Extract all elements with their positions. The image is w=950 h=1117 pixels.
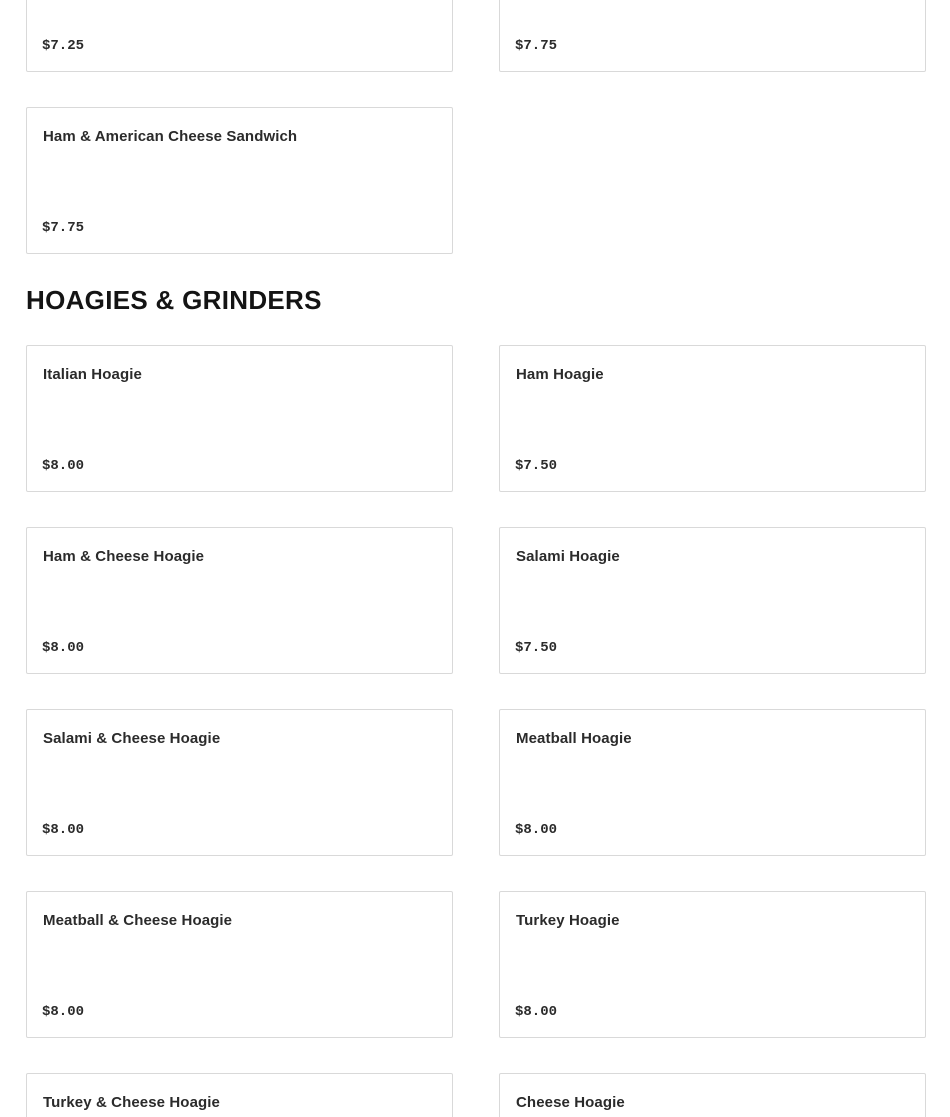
menu-item-price: $7.75 xyxy=(42,220,85,236)
menu-item-price: $8.00 xyxy=(42,822,85,838)
section-title-hoagies: HOAGIES & GRINDERS xyxy=(26,285,322,315)
menu-item-name: Ham Hoagie xyxy=(516,366,604,383)
menu-item-card[interactable] xyxy=(499,709,926,856)
menu-item-name: Ham & American Cheese Sandwich xyxy=(43,128,298,145)
menu-item-price: $7.50 xyxy=(515,458,558,474)
menu-item-name: Turkey Hoagie xyxy=(516,912,620,929)
menu-item-name: Cheese Hoagie xyxy=(516,1094,625,1111)
menu-item-card[interactable] xyxy=(499,891,926,1038)
menu-item-price: $8.00 xyxy=(515,1004,558,1020)
menu-item-card[interactable] xyxy=(26,107,453,254)
menu-item-card[interactable] xyxy=(26,891,453,1038)
menu-item-card[interactable] xyxy=(499,345,926,492)
menu-item-card[interactable] xyxy=(26,527,453,674)
menu-item-card[interactable] xyxy=(499,527,926,674)
menu-item-name: Meatball & Cheese Hoagie xyxy=(43,912,233,929)
menu-item-price: $7.50 xyxy=(515,640,558,656)
menu-item-price: $7.75 xyxy=(515,38,558,54)
menu-item-name: Turkey & Cheese Hoagie xyxy=(43,1094,220,1111)
menu-item-price: $8.00 xyxy=(42,640,85,656)
menu-item-card[interactable] xyxy=(26,709,453,856)
menu-item-price: $7.25 xyxy=(42,38,85,54)
menu-item-name: Italian Hoagie xyxy=(43,366,142,383)
menu-item-name: Salami & Cheese Hoagie xyxy=(43,730,221,747)
menu-item-card[interactable] xyxy=(499,1073,926,1117)
menu-item-price: $8.00 xyxy=(42,1004,85,1020)
menu-item-card[interactable] xyxy=(26,0,453,72)
menu-item-card[interactable] xyxy=(26,1073,453,1117)
menu-item-name: Ham & Cheese Hoagie xyxy=(43,548,205,565)
menu-item-card[interactable] xyxy=(26,345,453,492)
menu-item-name: Salami Hoagie xyxy=(516,548,620,565)
menu-item-price: $8.00 xyxy=(515,822,558,838)
menu-item-price: $8.00 xyxy=(42,458,85,474)
menu-item-name: Meatball Hoagie xyxy=(516,730,632,747)
menu-item-card[interactable] xyxy=(499,0,926,72)
